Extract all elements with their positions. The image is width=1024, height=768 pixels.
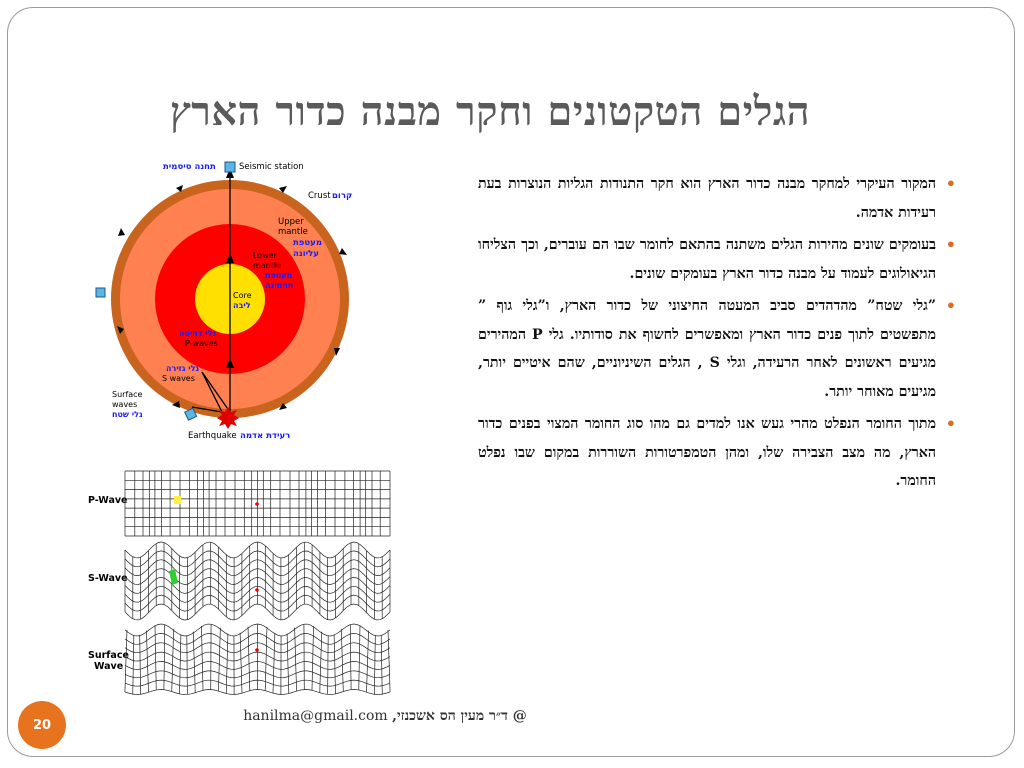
- bullet-text: ”גלי שטח” מהדהדים סביב המעטה החיצוני של כדור הארץ, ו”גלי גוף ” מתפשטים לתוך פנים כדור הארץ ומאפשרים לחשוף את סודותיו. גלי P המהירים מגיעים ראשונים לאחר הרעידה, וגלי S , הגלים השיניוניים, שהם איטיים יותר, מגיעים מאוחר יותר.: [478, 298, 937, 400]
- footer-author: @ ד״ר מעין הס אשכנזי,: [392, 708, 527, 724]
- slide-title: הגלים הטקטונים וחקר מבנה כדור הארץ: [169, 88, 811, 135]
- s-waves-he-label: גלי גזירה: [166, 364, 199, 373]
- bullet-marker: •: [945, 296, 956, 315]
- core-en-label: Core: [233, 291, 252, 300]
- bullet-text: בעומקים שונים מהירות הגלים משתנה בהתאם לחומר שבו הם עוברים, וכך הצליחו הגיאולוגים לעמוד על מבנה כדור הארץ בעומקים שונים.: [478, 237, 936, 282]
- p-wave-grid: [125, 471, 390, 536]
- bullet-item: [478, 170, 958, 227]
- seismic-station-left: [96, 288, 105, 297]
- bullet-text: מתוך החומר הנפלט מהרי געש אנו למדים גם מהו סוג החומר המצוי בפנים כדור הארץ, מה מצב הצבירה שלו, ומהן הטמפרטורות השוררות במקום שבו נפלט החומר.: [478, 416, 936, 489]
- lower-mantle-he-2: תחתונה: [265, 281, 294, 290]
- lower-mantle-en-1: Lower: [253, 251, 277, 260]
- surface-wave-grid: [125, 624, 390, 695]
- surface-en-2: waves: [112, 400, 138, 409]
- lower-mantle-en-2: mantle: [253, 261, 282, 270]
- bullet-marker: •: [945, 174, 956, 193]
- bullet-item: [478, 292, 958, 406]
- crust-en-label: Crust: [308, 191, 331, 201]
- upper-mantle-he-2: עליונה: [293, 249, 319, 259]
- s-wave-label: S-Wave: [88, 573, 128, 584]
- bullet-item: [478, 231, 958, 288]
- surface-wave-label-2: Wave: [94, 661, 124, 672]
- bullet-marker: •: [945, 235, 956, 254]
- page-number-badge: 20: [18, 701, 66, 749]
- earth-structure-diagram: [90, 158, 410, 448]
- seismic-station-top: [225, 162, 235, 172]
- earthquake-en-label: Earthquake: [188, 431, 237, 441]
- p-waves-he-label: גלי דחיסה: [179, 329, 217, 338]
- seismic-station-en-label: Seismic station: [239, 162, 304, 172]
- bullet-text: המקור העיקרי למחקר מבנה כדור הארץ הוא חקר התנודות הגליות הנוצרות בעת רעידות אדמה.: [478, 176, 936, 221]
- upper-mantle-en-1: Upper: [278, 217, 304, 227]
- seismic-station-he-label: תחנה סיסמית: [163, 162, 216, 172]
- footer-credit: [220, 708, 550, 725]
- surface-he-label: גלי שטח: [112, 410, 143, 419]
- core-he-label: ליבה: [233, 301, 251, 310]
- crust-he-label: קרום: [332, 191, 353, 201]
- wave-types-diagram: [88, 468, 393, 700]
- surface-wave-label-1: Surface: [88, 650, 129, 661]
- surface-en-1: Surface: [112, 390, 143, 399]
- lower-mantle-he-1: מעטפת: [265, 271, 293, 280]
- bullet-list: [478, 170, 958, 500]
- p-wave-label: P-Wave: [88, 495, 128, 506]
- bullet-marker: •: [945, 414, 956, 433]
- p-waves-en-label: P-waves: [185, 339, 218, 348]
- s-wave-grid: [125, 542, 390, 620]
- s-waves-en-label: S waves: [162, 374, 195, 383]
- footer-email: hanilma@gmail.com: [243, 708, 388, 724]
- bullet-item: [478, 410, 958, 496]
- earthquake-he-label: רעידת אדמה: [240, 431, 291, 441]
- upper-mantle-en-2: mantle: [278, 227, 308, 237]
- upper-mantle-he-1: מעטפת: [293, 238, 322, 248]
